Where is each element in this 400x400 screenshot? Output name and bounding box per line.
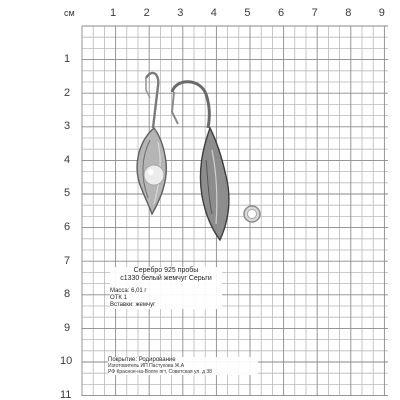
x-axis-label: 9 xyxy=(378,7,385,19)
tag-title-line2: с1330 белый жемчуг Серьги xyxy=(120,275,212,283)
earring-left-pearl-shine xyxy=(148,169,154,175)
tag-maker: Изготовитель ИП Пастухова Ж.А xyxy=(108,362,185,369)
tag-coating: Покрытие: Родирование xyxy=(108,357,176,363)
y-axis-label: 7 xyxy=(64,254,71,267)
x-axis-label: 4 xyxy=(210,7,217,19)
y-axis-label: 9 xyxy=(64,321,71,334)
tag-inserts: Вставки: жемчуг xyxy=(110,301,156,308)
y-axis-label: 6 xyxy=(64,221,71,233)
earring-left-hook xyxy=(146,73,158,128)
clasp-ring-inner xyxy=(248,210,257,219)
x-axis-label: 8 xyxy=(345,7,352,19)
unit-label: cм xyxy=(64,8,75,18)
tag-title-line1: Серебро 925 пробы xyxy=(133,267,199,274)
earring-left-pearl xyxy=(144,165,164,185)
x-axis-label: 6 xyxy=(278,7,285,19)
x-axis-label: 3 xyxy=(177,7,184,19)
y-axis-label: 10 xyxy=(60,355,73,368)
earring-right-drop xyxy=(200,128,228,240)
y-axis-label: 1 xyxy=(64,53,71,65)
tag-mass: Масса: 6,01 г xyxy=(110,288,147,295)
y-axis-label: 4 xyxy=(64,153,71,166)
earring-right-hook-clip xyxy=(172,92,178,124)
tag-address: РФ Красное-на-Волге пгт, Советская ул. д 38 xyxy=(108,368,212,375)
x-axis-label: 7 xyxy=(311,7,318,19)
x-axis-label: 5 xyxy=(244,7,251,19)
product-tag-footer xyxy=(108,357,258,375)
y-axis-label: 2 xyxy=(64,86,71,99)
y-axis-label: 3 xyxy=(64,120,71,133)
y-axis-label: 8 xyxy=(64,288,71,301)
y-axis-label: 5 xyxy=(64,187,71,200)
earring-left xyxy=(137,73,166,214)
x-axis-label: 1 xyxy=(110,7,117,19)
y-axis-label: 11 xyxy=(60,389,72,400)
clasp-ring xyxy=(244,206,260,222)
x-axis-label: 2 xyxy=(143,7,150,19)
product-tag xyxy=(110,267,222,309)
tag-otk: ОТК 1 xyxy=(110,294,127,301)
